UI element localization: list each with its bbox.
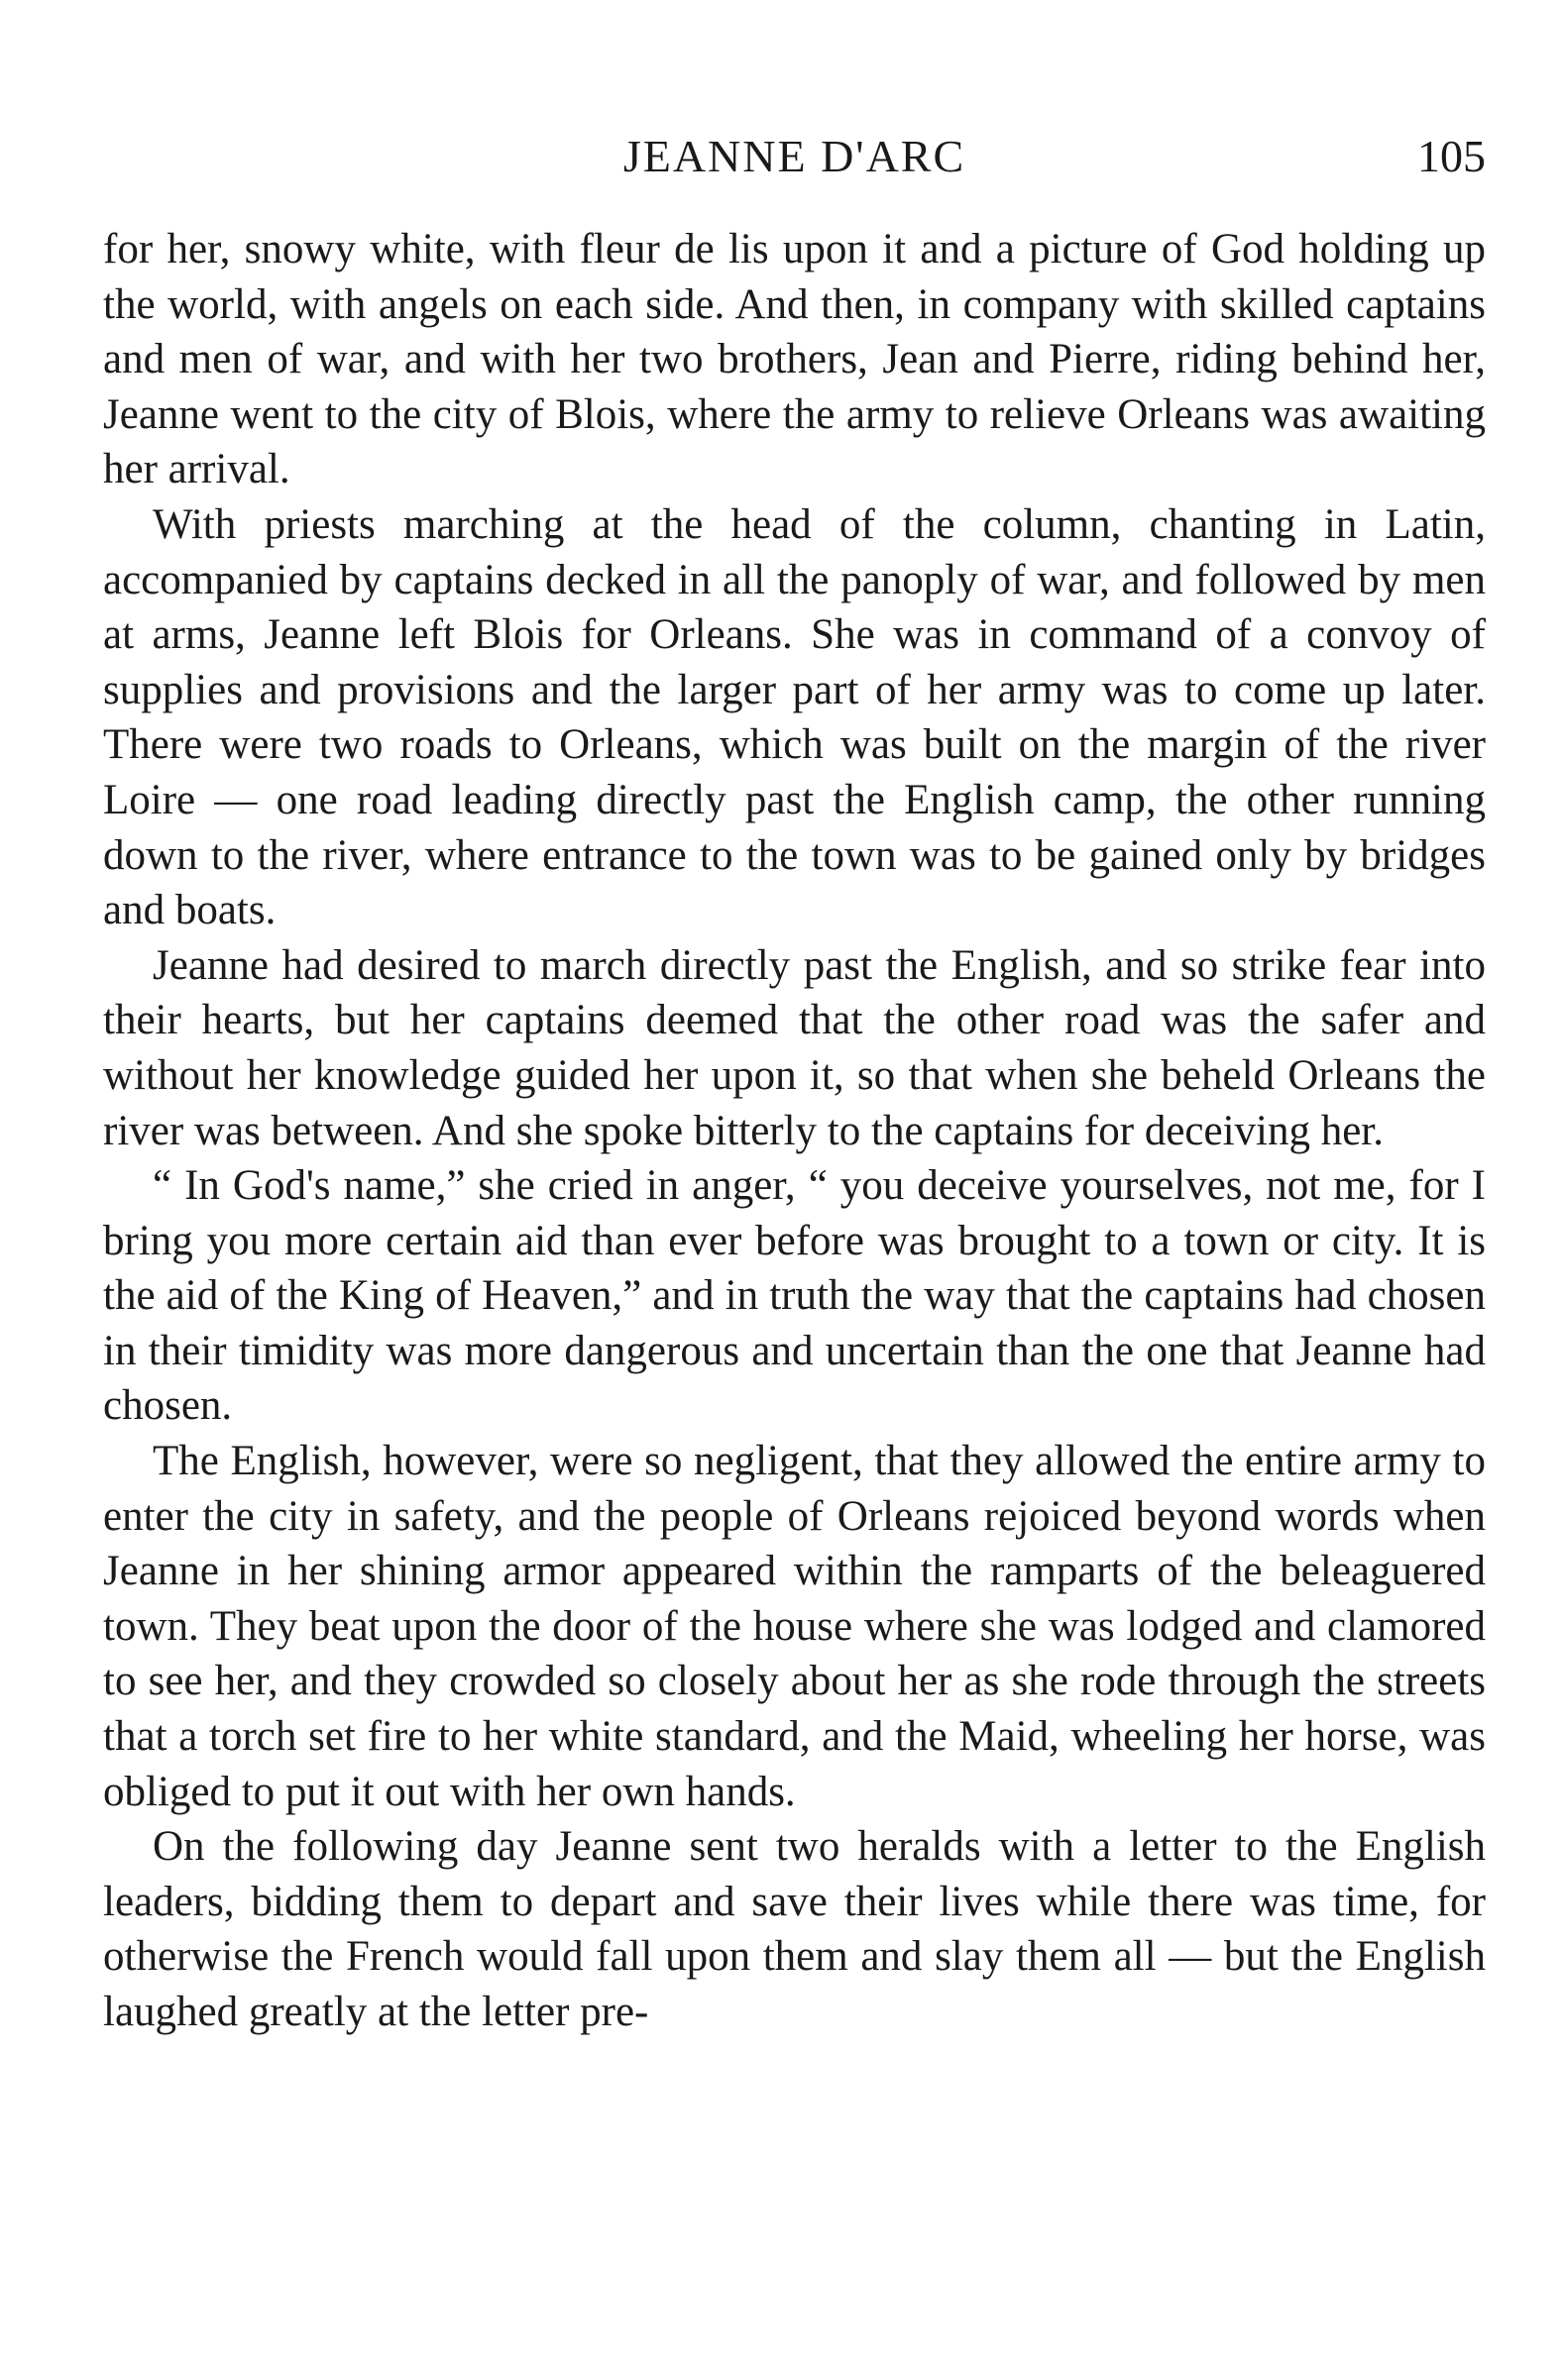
paragraph-5: The English, however, were so negligent, that they allowed the entire army to enter the city in safety, and the people of Orleans rejoiced beyond words when Jeanne in her shining armor appeared within the ramparts of the beleaguered town. They beat upon the door of the house where she was lodged and clamored to see her, and they crowded so closely about her as she rode through the streets that a torch set fire to her white standard, and the Maid, wheeling her horse, was obliged to put it out with her own hands. [103,1438,1486,1815]
body-text [103,222,1486,2040]
paragraph-6: On the following day Jeanne sent two heralds with a letter to the English leaders, bidding them to depart and save their lives while there was time, for otherwise the French would fall upon them and slay them all — but the English laughed greatly at the letter pre- [103,1823,1486,2035]
running-title: JEANNE D'ARC [622,131,966,181]
paragraph-3: Jeanne had desired to march directly past the English, and so strike fear into their hearts, but her captains deemed that the other road was the safer and without her knowledge guided her upon it, so that when she beheld Orleans the river was between. And she spoke bitterly to the captains for deceiving her. [103,941,1486,1154]
paragraph-4: “ In God's name,” she cried in anger, “ you deceive yourselves, not me, for I bring you more certain aid than ever before was brought to a town or city. It is the aid of the King of Heaven,” and in truth the way that the captains had chosen in their timidity was more dangerous and uncertain than the one that Jeanne had chosen. [103,1162,1486,1430]
paragraph-2: With priests marching at the head of the column, chanting in Latin, accompanied by captains decked in all the panoply of war, and followed by men at arms, Jeanne left Blois for Orleans. She was in command of a convoy of supplies and provisions and the larger part of her army was to come up later. There were two roads to Orleans, which was built on the margin of the river Loire — one road leading directly past the English camp, the other running down to the river, where entrance to the town was to be gained only by bridges and boats. [103,500,1486,934]
paragraph-1: for her, snowy white, with fleur de lis upon it and a picture of God holding up the world, with angels on each side. And then, in company with skilled captains and men of war, and with her two brothers, Jean and Pierre, riding behind her, Jeanne went to the city of Blois, where the army to relieve Orleans was awaiting her arrival. [103,226,1486,493]
page-number: 105 [1417,131,1486,181]
running-head [103,127,1486,186]
